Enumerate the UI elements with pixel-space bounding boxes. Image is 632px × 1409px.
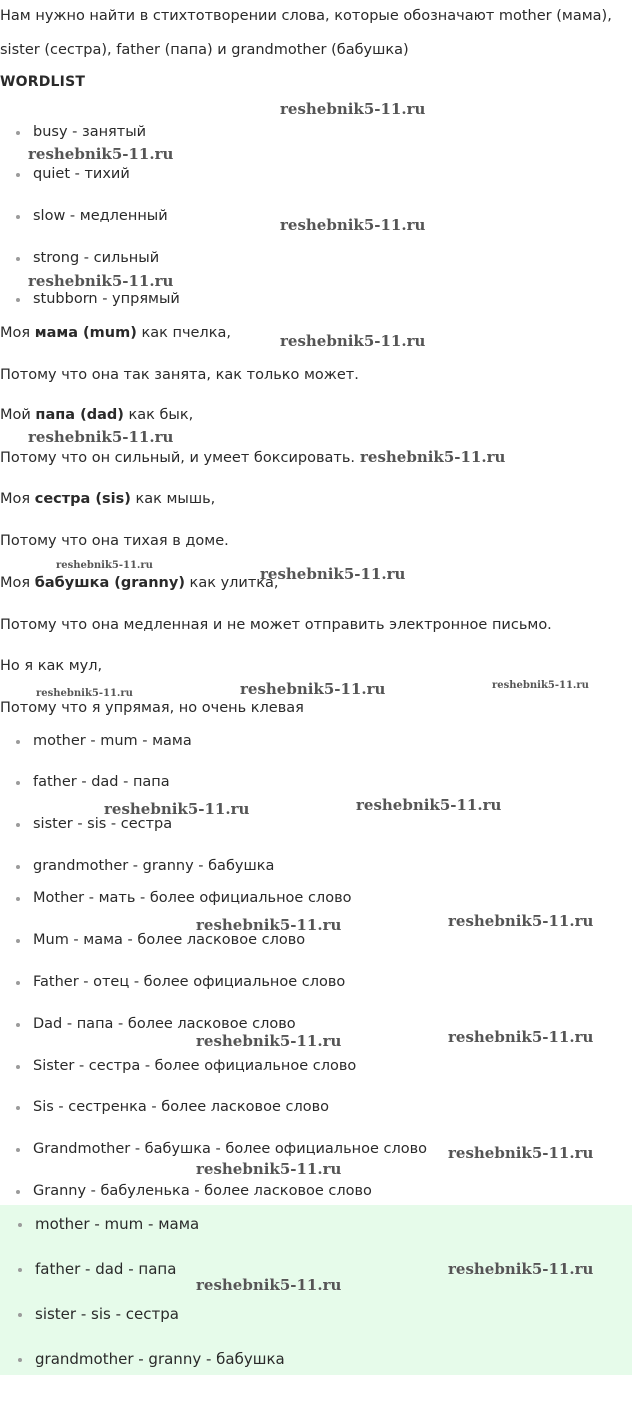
list-item: Mum - мама - более ласковое слово xyxy=(14,930,305,950)
list-item: Father - отец - более официальное слово xyxy=(14,972,345,992)
list-item: father - dad - папа xyxy=(16,1259,176,1279)
list-item: strong - сильный xyxy=(14,248,159,268)
list-item: father - dad - папа xyxy=(14,772,170,792)
watermark: reshebnik5-11.ru xyxy=(280,332,426,350)
poem-line: Моя бабушка (granny) как улитка, xyxy=(0,575,279,591)
list-item: Dad - папа - более ласковое слово xyxy=(14,1014,296,1034)
watermark: reshebnik5-11.ru xyxy=(360,448,506,466)
watermark: reshebnik5-11.ru xyxy=(36,688,133,699)
poem-line: Но я как мул, xyxy=(0,658,103,674)
watermark: reshebnik5-11.ru xyxy=(28,428,174,446)
list-item: busy - занятый xyxy=(14,122,146,142)
list-item: mother - mum - мама xyxy=(16,1214,199,1234)
list-item: grandmother - granny - бабушка xyxy=(16,1349,285,1369)
watermark: reshebnik5-11.ru xyxy=(448,1144,594,1162)
watermark: reshebnik5-11.ru xyxy=(104,800,250,818)
list-item: grandmother - granny - бабушка xyxy=(14,856,274,876)
list-item: Granny - бабуленька - более ласковое слово xyxy=(14,1181,372,1201)
poem-line: Потому что она так занята, как только может. xyxy=(0,367,359,383)
watermark: reshebnik5-11.ru xyxy=(196,1160,342,1178)
intro-line-1: Нам нужно найти в стихтотворении слова, которые обозначают mother (мама), xyxy=(0,8,612,24)
poem-line: Моя сестра (sis) как мышь, xyxy=(0,491,216,507)
watermark: reshebnik5-11.ru xyxy=(280,100,426,118)
watermark: reshebnik5-11.ru xyxy=(448,1028,594,1046)
poem-line: Потому что я упрямая, но очень клевая xyxy=(0,700,304,716)
watermark: reshebnik5-11.ru xyxy=(356,796,502,814)
watermark: reshebnik5-11.ru xyxy=(196,1276,342,1294)
poem-line: Потому что он сильный, и умеет боксировать. xyxy=(0,450,355,466)
poem-line: Потому что она медленная и не может отправить электронное письмо. xyxy=(0,617,552,633)
watermark: reshebnik5-11.ru xyxy=(448,912,594,930)
list-item: Mother - мать - более официальное слово xyxy=(14,888,351,908)
poem-line: Моя мама (mum) как пчелка, xyxy=(0,325,231,341)
watermark: reshebnik5-11.ru xyxy=(196,916,342,934)
poem-line: Потому что она тихая в доме. xyxy=(0,533,229,549)
watermark: reshebnik5-11.ru xyxy=(56,560,153,571)
watermark: reshebnik5-11.ru xyxy=(492,680,589,691)
list-item: Sis - сестренка - более ласковое слово xyxy=(14,1097,329,1117)
wordlist-heading: WORDLIST xyxy=(0,74,86,90)
watermark: reshebnik5-11.ru xyxy=(196,1032,342,1050)
poem-line: Мой папа (dad) как бык, xyxy=(0,407,194,423)
list-item: sister - sis - сестра xyxy=(16,1304,179,1324)
watermark: reshebnik5-11.ru xyxy=(240,680,386,698)
list-item: slow - медленный xyxy=(14,206,168,226)
watermark: reshebnik5-11.ru xyxy=(28,272,174,290)
intro-line-2: sister (сестра), father (папа) и grandmother (бабушка) xyxy=(0,42,409,58)
list-item: sister - sis - сестра xyxy=(14,814,172,834)
watermark: reshebnik5-11.ru xyxy=(260,565,406,583)
watermark: reshebnik5-11.ru xyxy=(280,216,426,234)
watermark: reshebnik5-11.ru xyxy=(448,1260,594,1278)
watermark: reshebnik5-11.ru xyxy=(28,145,174,163)
list-item: stubborn - упрямый xyxy=(14,289,180,309)
list-item: Grandmother - бабушка - более официальное слово xyxy=(14,1139,427,1159)
list-item: Sister - сестра - более официальное слово xyxy=(14,1056,356,1076)
list-item: mother - mum - мама xyxy=(14,731,192,751)
list-item: quiet - тихий xyxy=(14,164,130,184)
